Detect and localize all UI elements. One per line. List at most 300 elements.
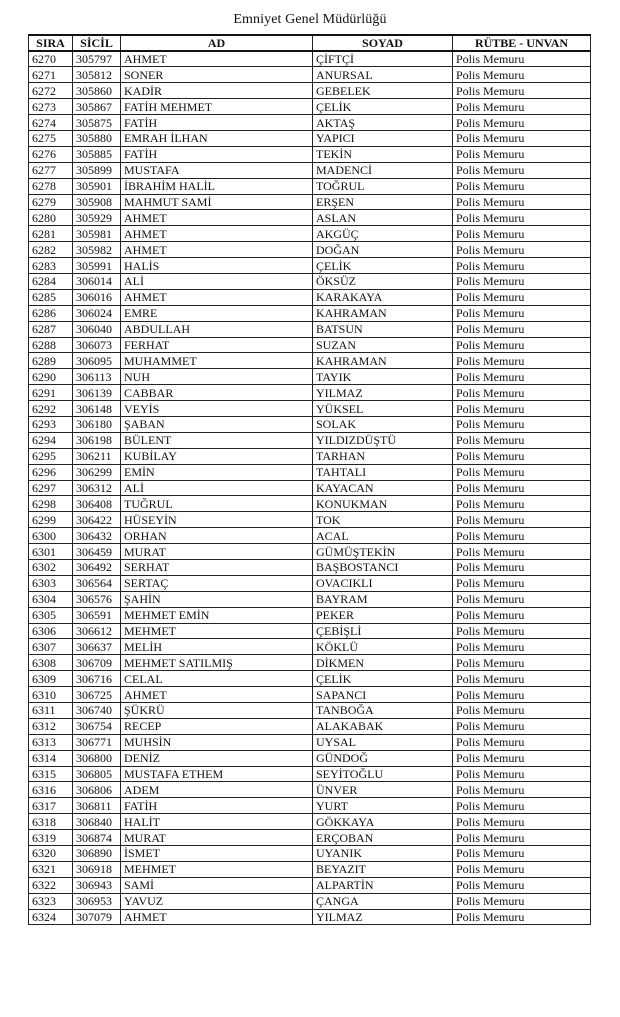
cell-soyad: GÜMÜŞTEKİN bbox=[313, 544, 453, 560]
cell-rutbe-unvan: Polis Memuru bbox=[453, 861, 591, 877]
cell-rutbe-unvan: Polis Memuru bbox=[453, 369, 591, 385]
cell-ad: EMİN bbox=[121, 464, 313, 480]
cell-ad: CELAL bbox=[121, 671, 313, 687]
table-row bbox=[29, 289, 591, 305]
cell-sira: 6323 bbox=[29, 893, 73, 909]
cell-rutbe-unvan: Polis Memuru bbox=[453, 782, 591, 798]
cell-sicil: 306432 bbox=[73, 528, 121, 544]
cell-ad: MEHMET bbox=[121, 861, 313, 877]
table-row bbox=[29, 385, 591, 401]
cell-soyad: UYSAL bbox=[313, 734, 453, 750]
cell-rutbe-unvan: Polis Memuru bbox=[453, 607, 591, 623]
cell-sicil: 306180 bbox=[73, 416, 121, 432]
cell-soyad: GÖKKAYA bbox=[313, 814, 453, 830]
cell-soyad: BATSUN bbox=[313, 321, 453, 337]
cell-rutbe-unvan: Polis Memuru bbox=[453, 639, 591, 655]
cell-ad: ALİ bbox=[121, 480, 313, 496]
table-row bbox=[29, 178, 591, 194]
cell-sira: 6275 bbox=[29, 130, 73, 146]
cell-soyad: BAŞBOSTANCI bbox=[313, 560, 453, 576]
cell-rutbe-unvan: Polis Memuru bbox=[453, 734, 591, 750]
cell-sicil: 306637 bbox=[73, 639, 121, 655]
cell-sicil: 306312 bbox=[73, 480, 121, 496]
cell-sicil: 306016 bbox=[73, 289, 121, 305]
table-row bbox=[29, 687, 591, 703]
cell-rutbe-unvan: Polis Memuru bbox=[453, 496, 591, 512]
cell-soyad: GÜNDOĞ bbox=[313, 750, 453, 766]
column-header-soyad: SOYAD bbox=[313, 35, 453, 51]
table-row bbox=[29, 575, 591, 591]
cell-sicil: 306139 bbox=[73, 385, 121, 401]
cell-sira: 6320 bbox=[29, 846, 73, 862]
cell-rutbe-unvan: Polis Memuru bbox=[453, 210, 591, 226]
cell-soyad: KAYACAN bbox=[313, 480, 453, 496]
table-row bbox=[29, 560, 591, 576]
table-row bbox=[29, 877, 591, 893]
table-row bbox=[29, 750, 591, 766]
cell-ad: ŞÜKRÜ bbox=[121, 703, 313, 719]
cell-sira: 6295 bbox=[29, 448, 73, 464]
cell-sira: 6306 bbox=[29, 623, 73, 639]
cell-soyad: ANURSAL bbox=[313, 67, 453, 83]
cell-sicil: 306725 bbox=[73, 687, 121, 703]
cell-ad: ŞABAN bbox=[121, 416, 313, 432]
cell-sira: 6283 bbox=[29, 258, 73, 274]
cell-sicil: 306805 bbox=[73, 766, 121, 782]
cell-rutbe-unvan: Polis Memuru bbox=[453, 242, 591, 258]
cell-rutbe-unvan: Polis Memuru bbox=[453, 448, 591, 464]
cell-sira: 6313 bbox=[29, 734, 73, 750]
table-row bbox=[29, 51, 591, 67]
cell-ad: ORHAN bbox=[121, 528, 313, 544]
cell-ad: FATİH MEHMET bbox=[121, 99, 313, 115]
cell-soyad: KONUKMAN bbox=[313, 496, 453, 512]
cell-soyad: DOĞAN bbox=[313, 242, 453, 258]
cell-sira: 6277 bbox=[29, 162, 73, 178]
cell-sira: 6284 bbox=[29, 273, 73, 289]
cell-rutbe-unvan: Polis Memuru bbox=[453, 51, 591, 67]
table-row bbox=[29, 416, 591, 432]
cell-soyad: MADENCİ bbox=[313, 162, 453, 178]
cell-ad: MURAT bbox=[121, 544, 313, 560]
cell-sicil: 306040 bbox=[73, 321, 121, 337]
table-row bbox=[29, 130, 591, 146]
cell-sira: 6303 bbox=[29, 575, 73, 591]
cell-ad: YAVUZ bbox=[121, 893, 313, 909]
cell-sicil: 306095 bbox=[73, 353, 121, 369]
cell-soyad: ÇELİK bbox=[313, 671, 453, 687]
table-row bbox=[29, 321, 591, 337]
cell-sira: 6282 bbox=[29, 242, 73, 258]
cell-sira: 6305 bbox=[29, 607, 73, 623]
cell-sicil: 306073 bbox=[73, 337, 121, 353]
table-row bbox=[29, 512, 591, 528]
cell-sicil: 305797 bbox=[73, 51, 121, 67]
cell-sicil: 306740 bbox=[73, 703, 121, 719]
cell-soyad: AKGÜÇ bbox=[313, 226, 453, 242]
cell-rutbe-unvan: Polis Memuru bbox=[453, 258, 591, 274]
cell-soyad: TOK bbox=[313, 512, 453, 528]
cell-ad: AHMET bbox=[121, 687, 313, 703]
cell-sicil: 306716 bbox=[73, 671, 121, 687]
cell-ad: MURAT bbox=[121, 830, 313, 846]
table-row bbox=[29, 671, 591, 687]
cell-ad: MELİH bbox=[121, 639, 313, 655]
cell-rutbe-unvan: Polis Memuru bbox=[453, 703, 591, 719]
cell-soyad: SEYİTOĞLU bbox=[313, 766, 453, 782]
cell-soyad: TARHAN bbox=[313, 448, 453, 464]
table-row bbox=[29, 99, 591, 115]
cell-sira: 6321 bbox=[29, 861, 73, 877]
cell-ad: AHMET bbox=[121, 909, 313, 925]
cell-sira: 6290 bbox=[29, 369, 73, 385]
cell-rutbe-unvan: Polis Memuru bbox=[453, 655, 591, 671]
table-row bbox=[29, 115, 591, 131]
table-row bbox=[29, 242, 591, 258]
table-row bbox=[29, 67, 591, 83]
cell-sicil: 306408 bbox=[73, 496, 121, 512]
cell-sira: 6293 bbox=[29, 416, 73, 432]
cell-sira: 6308 bbox=[29, 655, 73, 671]
cell-sicil: 305982 bbox=[73, 242, 121, 258]
table-row bbox=[29, 480, 591, 496]
cell-ad: FATİH bbox=[121, 798, 313, 814]
table-row bbox=[29, 369, 591, 385]
table-row bbox=[29, 162, 591, 178]
cell-rutbe-unvan: Polis Memuru bbox=[453, 67, 591, 83]
cell-ad: FATİH bbox=[121, 146, 313, 162]
cell-rutbe-unvan: Polis Memuru bbox=[453, 671, 591, 687]
table-body bbox=[29, 51, 591, 925]
cell-soyad: TEKİN bbox=[313, 146, 453, 162]
cell-sira: 6297 bbox=[29, 480, 73, 496]
cell-sira: 6317 bbox=[29, 798, 73, 814]
cell-sira: 6298 bbox=[29, 496, 73, 512]
cell-sicil: 306890 bbox=[73, 846, 121, 862]
cell-sicil: 306918 bbox=[73, 861, 121, 877]
table-row bbox=[29, 337, 591, 353]
cell-ad: BÜLENT bbox=[121, 432, 313, 448]
cell-sira: 6285 bbox=[29, 289, 73, 305]
cell-ad: MUHSİN bbox=[121, 734, 313, 750]
table-row bbox=[29, 861, 591, 877]
cell-rutbe-unvan: Polis Memuru bbox=[453, 194, 591, 210]
cell-rutbe-unvan: Polis Memuru bbox=[453, 575, 591, 591]
cell-sira: 6273 bbox=[29, 99, 73, 115]
cell-ad: AHMET bbox=[121, 289, 313, 305]
cell-ad: SONER bbox=[121, 67, 313, 83]
cell-soyad: ALAKABAK bbox=[313, 718, 453, 734]
cell-rutbe-unvan: Polis Memuru bbox=[453, 353, 591, 369]
table-row bbox=[29, 210, 591, 226]
table-row bbox=[29, 83, 591, 99]
column-header-sira: SIRA bbox=[29, 35, 73, 51]
cell-sira: 6312 bbox=[29, 718, 73, 734]
cell-sicil: 305991 bbox=[73, 258, 121, 274]
cell-sicil: 305860 bbox=[73, 83, 121, 99]
cell-sicil: 307079 bbox=[73, 909, 121, 925]
cell-sira: 6278 bbox=[29, 178, 73, 194]
cell-sira: 6302 bbox=[29, 560, 73, 576]
cell-soyad: DİKMEN bbox=[313, 655, 453, 671]
cell-soyad: KAHRAMAN bbox=[313, 353, 453, 369]
cell-rutbe-unvan: Polis Memuru bbox=[453, 893, 591, 909]
cell-soyad: ALPARTİN bbox=[313, 877, 453, 893]
cell-sicil: 305875 bbox=[73, 115, 121, 131]
cell-sicil: 305981 bbox=[73, 226, 121, 242]
cell-sira: 6311 bbox=[29, 703, 73, 719]
cell-soyad: SOLAK bbox=[313, 416, 453, 432]
cell-soyad: PEKER bbox=[313, 607, 453, 623]
cell-soyad: GEBELEK bbox=[313, 83, 453, 99]
cell-sicil: 306811 bbox=[73, 798, 121, 814]
cell-sira: 6301 bbox=[29, 544, 73, 560]
table-row bbox=[29, 353, 591, 369]
cell-sicil: 306299 bbox=[73, 464, 121, 480]
cell-sicil: 306576 bbox=[73, 591, 121, 607]
cell-rutbe-unvan: Polis Memuru bbox=[453, 385, 591, 401]
cell-rutbe-unvan: Polis Memuru bbox=[453, 830, 591, 846]
cell-sicil: 305812 bbox=[73, 67, 121, 83]
cell-soyad: AKTAŞ bbox=[313, 115, 453, 131]
cell-ad: SAMİ bbox=[121, 877, 313, 893]
cell-rutbe-unvan: Polis Memuru bbox=[453, 99, 591, 115]
cell-ad: HÜSEYİN bbox=[121, 512, 313, 528]
cell-ad: KADİR bbox=[121, 83, 313, 99]
cell-sira: 6318 bbox=[29, 814, 73, 830]
cell-soyad: ÇEBİŞLİ bbox=[313, 623, 453, 639]
cell-ad: SERHAT bbox=[121, 560, 313, 576]
table-row bbox=[29, 528, 591, 544]
cell-sicil: 306492 bbox=[73, 560, 121, 576]
cell-rutbe-unvan: Polis Memuru bbox=[453, 814, 591, 830]
cell-ad: İBRAHİM HALİL bbox=[121, 178, 313, 194]
cell-sira: 6324 bbox=[29, 909, 73, 925]
table-row bbox=[29, 703, 591, 719]
cell-soyad: TAHTALI bbox=[313, 464, 453, 480]
cell-rutbe-unvan: Polis Memuru bbox=[453, 130, 591, 146]
cell-sicil: 306754 bbox=[73, 718, 121, 734]
cell-sira: 6310 bbox=[29, 687, 73, 703]
table-row bbox=[29, 718, 591, 734]
table-row bbox=[29, 830, 591, 846]
cell-sira: 6299 bbox=[29, 512, 73, 528]
cell-rutbe-unvan: Polis Memuru bbox=[453, 718, 591, 734]
cell-ad: MUSTAFA bbox=[121, 162, 313, 178]
cell-soyad: KAHRAMAN bbox=[313, 305, 453, 321]
cell-soyad: OVACIKLI bbox=[313, 575, 453, 591]
cell-rutbe-unvan: Polis Memuru bbox=[453, 766, 591, 782]
cell-sicil: 306591 bbox=[73, 607, 121, 623]
table-row bbox=[29, 401, 591, 417]
cell-soyad: TANBOĞA bbox=[313, 703, 453, 719]
column-header-rutbe-unvan: RÜTBE - UNVAN bbox=[453, 35, 591, 51]
cell-sira: 6294 bbox=[29, 432, 73, 448]
cell-sicil: 306771 bbox=[73, 734, 121, 750]
cell-soyad: ÇİFTÇİ bbox=[313, 51, 453, 67]
page-title: Emniyet Genel Müdürlüğü bbox=[233, 12, 387, 27]
cell-rutbe-unvan: Polis Memuru bbox=[453, 846, 591, 862]
cell-sira: 6272 bbox=[29, 83, 73, 99]
cell-rutbe-unvan: Polis Memuru bbox=[453, 416, 591, 432]
cell-sicil: 306840 bbox=[73, 814, 121, 830]
cell-soyad: TAYIK bbox=[313, 369, 453, 385]
cell-rutbe-unvan: Polis Memuru bbox=[453, 115, 591, 131]
cell-ad: MEHMET SATILMIŞ bbox=[121, 655, 313, 671]
cell-sira: 6291 bbox=[29, 385, 73, 401]
cell-ad: AHMET bbox=[121, 51, 313, 67]
cell-soyad: ÇELİK bbox=[313, 99, 453, 115]
cell-sicil: 305885 bbox=[73, 146, 121, 162]
cell-soyad: YÜKSEL bbox=[313, 401, 453, 417]
cell-rutbe-unvan: Polis Memuru bbox=[453, 750, 591, 766]
cell-sira: 6270 bbox=[29, 51, 73, 67]
cell-rutbe-unvan: Polis Memuru bbox=[453, 623, 591, 639]
table-row bbox=[29, 544, 591, 560]
cell-soyad: SUZAN bbox=[313, 337, 453, 353]
cell-sira: 6287 bbox=[29, 321, 73, 337]
cell-rutbe-unvan: Polis Memuru bbox=[453, 798, 591, 814]
cell-sicil: 306709 bbox=[73, 655, 121, 671]
cell-soyad: TOĞRUL bbox=[313, 178, 453, 194]
table-row bbox=[29, 623, 591, 639]
table-row bbox=[29, 448, 591, 464]
cell-rutbe-unvan: Polis Memuru bbox=[453, 512, 591, 528]
table-row bbox=[29, 273, 591, 289]
cell-ad: İSMET bbox=[121, 846, 313, 862]
cell-soyad: ERŞEN bbox=[313, 194, 453, 210]
cell-sicil: 306014 bbox=[73, 273, 121, 289]
table-row bbox=[29, 258, 591, 274]
cell-soyad: YILMAZ bbox=[313, 909, 453, 925]
cell-rutbe-unvan: Polis Memuru bbox=[453, 226, 591, 242]
cell-soyad: SAPANCI bbox=[313, 687, 453, 703]
cell-ad: MUHAMMET bbox=[121, 353, 313, 369]
cell-ad: AHMET bbox=[121, 242, 313, 258]
table-row bbox=[29, 194, 591, 210]
table-row bbox=[29, 846, 591, 862]
cell-ad: FATİH bbox=[121, 115, 313, 131]
cell-rutbe-unvan: Polis Memuru bbox=[453, 305, 591, 321]
cell-ad: CABBAR bbox=[121, 385, 313, 401]
cell-ad: EMRE bbox=[121, 305, 313, 321]
table-row bbox=[29, 734, 591, 750]
cell-soyad: BEYAZIT bbox=[313, 861, 453, 877]
table-row bbox=[29, 432, 591, 448]
cell-sira: 6286 bbox=[29, 305, 73, 321]
cell-ad: MAHMUT SAMİ bbox=[121, 194, 313, 210]
cell-rutbe-unvan: Polis Memuru bbox=[453, 591, 591, 607]
cell-sicil: 305908 bbox=[73, 194, 121, 210]
cell-sira: 6315 bbox=[29, 766, 73, 782]
cell-sira: 6274 bbox=[29, 115, 73, 131]
cell-ad: DENİZ bbox=[121, 750, 313, 766]
cell-ad: ALİ bbox=[121, 273, 313, 289]
cell-soyad: YILDIZDÜŞTÜ bbox=[313, 432, 453, 448]
cell-sira: 6319 bbox=[29, 830, 73, 846]
cell-sicil: 306113 bbox=[73, 369, 121, 385]
cell-sicil: 306459 bbox=[73, 544, 121, 560]
cell-sira: 6271 bbox=[29, 67, 73, 83]
table-header-row bbox=[29, 35, 591, 51]
cell-sicil: 306800 bbox=[73, 750, 121, 766]
cell-sicil: 306943 bbox=[73, 877, 121, 893]
cell-sicil: 305867 bbox=[73, 99, 121, 115]
cell-soyad: YAPICI bbox=[313, 130, 453, 146]
cell-sicil: 306148 bbox=[73, 401, 121, 417]
cell-rutbe-unvan: Polis Memuru bbox=[453, 321, 591, 337]
table-row bbox=[29, 464, 591, 480]
table-row bbox=[29, 639, 591, 655]
cell-sicil: 306874 bbox=[73, 830, 121, 846]
table-row bbox=[29, 766, 591, 782]
cell-sira: 6292 bbox=[29, 401, 73, 417]
cell-sira: 6307 bbox=[29, 639, 73, 655]
cell-sira: 6276 bbox=[29, 146, 73, 162]
cell-soyad: YILMAZ bbox=[313, 385, 453, 401]
column-header-sicil: SİCİL bbox=[73, 35, 121, 51]
cell-sira: 6322 bbox=[29, 877, 73, 893]
cell-rutbe-unvan: Polis Memuru bbox=[453, 480, 591, 496]
cell-ad: SERTAÇ bbox=[121, 575, 313, 591]
cell-sira: 6289 bbox=[29, 353, 73, 369]
cell-sicil: 305880 bbox=[73, 130, 121, 146]
cell-soyad: ÖKSÜZ bbox=[313, 273, 453, 289]
cell-ad: TUĞRUL bbox=[121, 496, 313, 512]
cell-soyad: ERÇOBAN bbox=[313, 830, 453, 846]
cell-rutbe-unvan: Polis Memuru bbox=[453, 289, 591, 305]
cell-sicil: 306953 bbox=[73, 893, 121, 909]
cell-ad: NUH bbox=[121, 369, 313, 385]
cell-sira: 6304 bbox=[29, 591, 73, 607]
cell-rutbe-unvan: Polis Memuru bbox=[453, 273, 591, 289]
cell-sira: 6280 bbox=[29, 210, 73, 226]
cell-rutbe-unvan: Polis Memuru bbox=[453, 544, 591, 560]
cell-ad: AHMET bbox=[121, 210, 313, 226]
cell-sicil: 306612 bbox=[73, 623, 121, 639]
cell-sira: 6309 bbox=[29, 671, 73, 687]
cell-soyad: ÜNVER bbox=[313, 782, 453, 798]
table-row bbox=[29, 146, 591, 162]
cell-ad: MEHMET EMİN bbox=[121, 607, 313, 623]
cell-rutbe-unvan: Polis Memuru bbox=[453, 337, 591, 353]
cell-sicil: 306806 bbox=[73, 782, 121, 798]
cell-sira: 6281 bbox=[29, 226, 73, 242]
cell-sicil: 305929 bbox=[73, 210, 121, 226]
cell-soyad: UYANIK bbox=[313, 846, 453, 862]
cell-sicil: 305899 bbox=[73, 162, 121, 178]
cell-rutbe-unvan: Polis Memuru bbox=[453, 464, 591, 480]
cell-ad: ŞAHİN bbox=[121, 591, 313, 607]
cell-sira: 6296 bbox=[29, 464, 73, 480]
cell-rutbe-unvan: Polis Memuru bbox=[453, 146, 591, 162]
cell-sicil: 305901 bbox=[73, 178, 121, 194]
table-row bbox=[29, 814, 591, 830]
cell-sira: 6314 bbox=[29, 750, 73, 766]
cell-ad: AHMET bbox=[121, 226, 313, 242]
cell-ad: ADEM bbox=[121, 782, 313, 798]
table-row bbox=[29, 305, 591, 321]
cell-rutbe-unvan: Polis Memuru bbox=[453, 687, 591, 703]
cell-ad: HALİT bbox=[121, 814, 313, 830]
table-row bbox=[29, 909, 591, 925]
cell-rutbe-unvan: Polis Memuru bbox=[453, 178, 591, 194]
cell-ad: EMRAH İLHAN bbox=[121, 130, 313, 146]
table-row bbox=[29, 782, 591, 798]
cell-ad: FERHAT bbox=[121, 337, 313, 353]
cell-rutbe-unvan: Polis Memuru bbox=[453, 909, 591, 925]
table-row bbox=[29, 798, 591, 814]
